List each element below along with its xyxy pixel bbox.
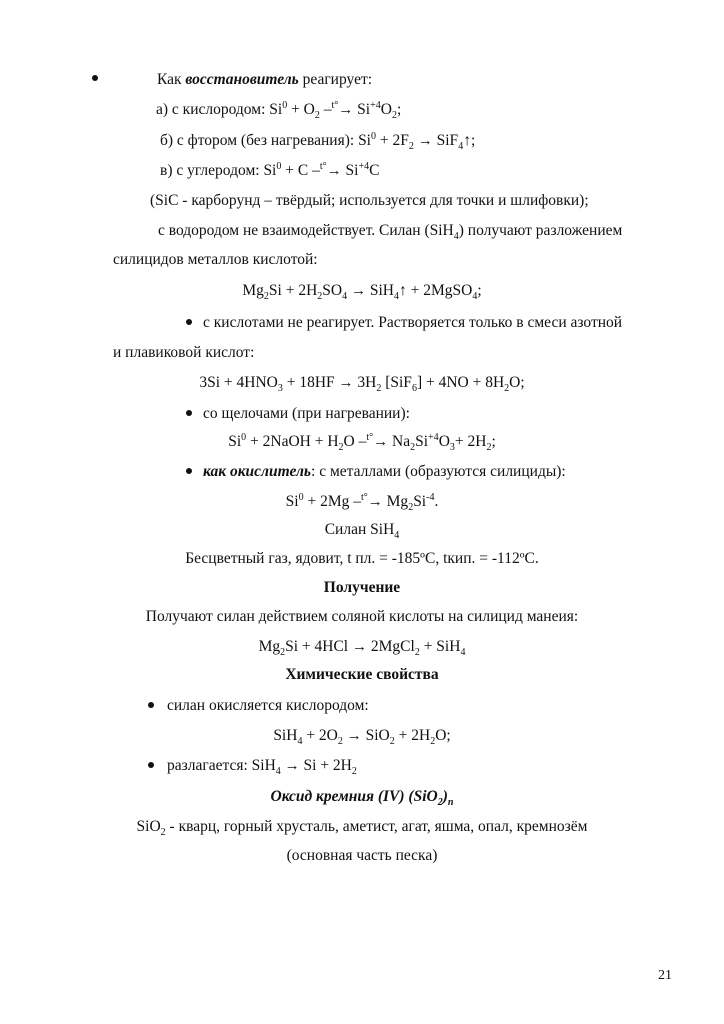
intro-prefix: Как bbox=[157, 71, 186, 88]
equation-si-hno3: $3Si + 4HNO_3 + 18HF \to 3H_2$ $[SiF_6] + 4NO + 8H_2O$; bbox=[199, 374, 525, 395]
sic-note: (SiC - карборунд – твёрдый; используется для точки и шлифовки); bbox=[150, 192, 589, 209]
heading-oxide: Оксид кремния (IV) $(SiO_2)_n$ bbox=[270, 788, 454, 809]
equation-sih4-o2: $SiH_4 + 2O_2 \to SiO_2 + 2H_2O$; bbox=[273, 727, 451, 748]
reducer-intro bbox=[157, 70, 372, 90]
acids-line2: и плавиковой кислот: bbox=[113, 344, 255, 361]
oxidizer-rest: : с металлами (образуются силициды): bbox=[311, 463, 566, 480]
oxide-line1: SiO$_2$ - кварц, горный хрусталь, аметист, агат, яшма, опал, кремнозём bbox=[136, 818, 588, 839]
bullet bbox=[186, 468, 192, 474]
acids-line1: с кислотами не реагирует. Растворяется только в смеси азотной bbox=[203, 314, 623, 331]
silane-oxidized: силан окисляется кислородом: bbox=[167, 697, 369, 714]
hydrogen-line2: силицидов металлов кислотой: bbox=[113, 251, 318, 268]
oxide-line1-text: - кварц, горный хрусталь, аметист, агат, яшма, опал, кремнозём bbox=[165, 818, 588, 835]
decomposes-text: разлагается: SiH bbox=[167, 757, 276, 774]
t-mark: t° bbox=[319, 160, 327, 172]
silane-decomposes: разлагается: $SiH_4 \to Si + 2H_2$ bbox=[167, 757, 357, 778]
bullet bbox=[186, 319, 192, 325]
heading-production: Получение bbox=[323, 579, 401, 596]
oxidizer-term: как окислитель bbox=[203, 463, 312, 480]
reaction-b-label: б) с фтором (без нагревания): bbox=[160, 132, 359, 149]
t-mark: t° bbox=[331, 99, 339, 111]
oxide-heading-end: ) bbox=[442, 788, 448, 805]
t-mark: t° bbox=[360, 491, 368, 503]
intro-term: восстановитель bbox=[185, 71, 299, 88]
equation-mg2si-h2so4: $Mg_2Si + 2H_2SO_4$ → SiH$_4$↑ + 2MgSO$_4$; bbox=[242, 282, 482, 303]
reaction-a-label: а) с кислородом: bbox=[156, 101, 270, 118]
oxide-line2: (основная часть песка) bbox=[286, 847, 438, 864]
bullet bbox=[92, 75, 98, 81]
oxide-heading-n: n bbox=[447, 797, 454, 809]
intro-suffix: реагирует: bbox=[298, 71, 373, 88]
hydrogen-line1: с водородом не взаимодействует. Силан (SiH$_4$) получают разложением bbox=[158, 222, 623, 243]
oxidizer-line bbox=[203, 462, 566, 482]
reaction-c: в) с углеродом: $Si^0 + C$ $-^{t^\circ}\to Si^{+4}C$ bbox=[160, 160, 380, 179]
heading-chemical-properties: Химические свойства bbox=[285, 666, 439, 683]
equation-si-mg: $Si^0 + 2Mg$ $-^{t^\circ}\to Mg_2Si^{-4}$. bbox=[285, 491, 439, 514]
bullet bbox=[148, 702, 154, 708]
reaction-a: а) с кислородом: $Si^0 + O_2$ $-^{t^\circ}\to Si^{+4}O_2$; bbox=[156, 99, 402, 122]
t-mark: t° bbox=[366, 431, 374, 443]
silane-properties: Бесцветный газ, ядовит, t пл. = -185ºC, tкип. = -112ºC. bbox=[185, 550, 539, 567]
equation-si-naoh: $Si^0$ + 2NaOH + $H_2O$ $-^{t^\circ}\to Na_2Si^{+4}O_3+ 2H_2$; bbox=[228, 431, 496, 454]
silane-title: Силан SiH$_4$ bbox=[324, 521, 400, 542]
oxide-heading-text: Оксид кремния (IV) (SiO bbox=[270, 788, 438, 805]
equation-mg2si-hcl: $Mg_2Si + 4HCl$ → 2MgCl$_2$ + SiH$_4$ bbox=[258, 638, 466, 659]
production-text: Получают силан действием соляной кислоты на силицид манеия: bbox=[145, 608, 579, 625]
hydrogen-text-end: ) получают разложением bbox=[458, 222, 623, 239]
silane-title-text: Силан SiH bbox=[324, 521, 395, 538]
alkali-label: со щелочами (при нагревании): bbox=[203, 405, 410, 422]
reaction-b: б) с фтором (без нагревания): $Si^0 + 2F_2$ → SiF$_4$↑; bbox=[160, 130, 476, 153]
bullet bbox=[186, 410, 192, 416]
page-number: 21 bbox=[658, 968, 672, 983]
hydrogen-text: с водородом не взаимодействует. Силан (SiH bbox=[158, 222, 454, 239]
bullet bbox=[148, 762, 154, 768]
reaction-c-label: в) с углеродом: bbox=[160, 162, 264, 179]
